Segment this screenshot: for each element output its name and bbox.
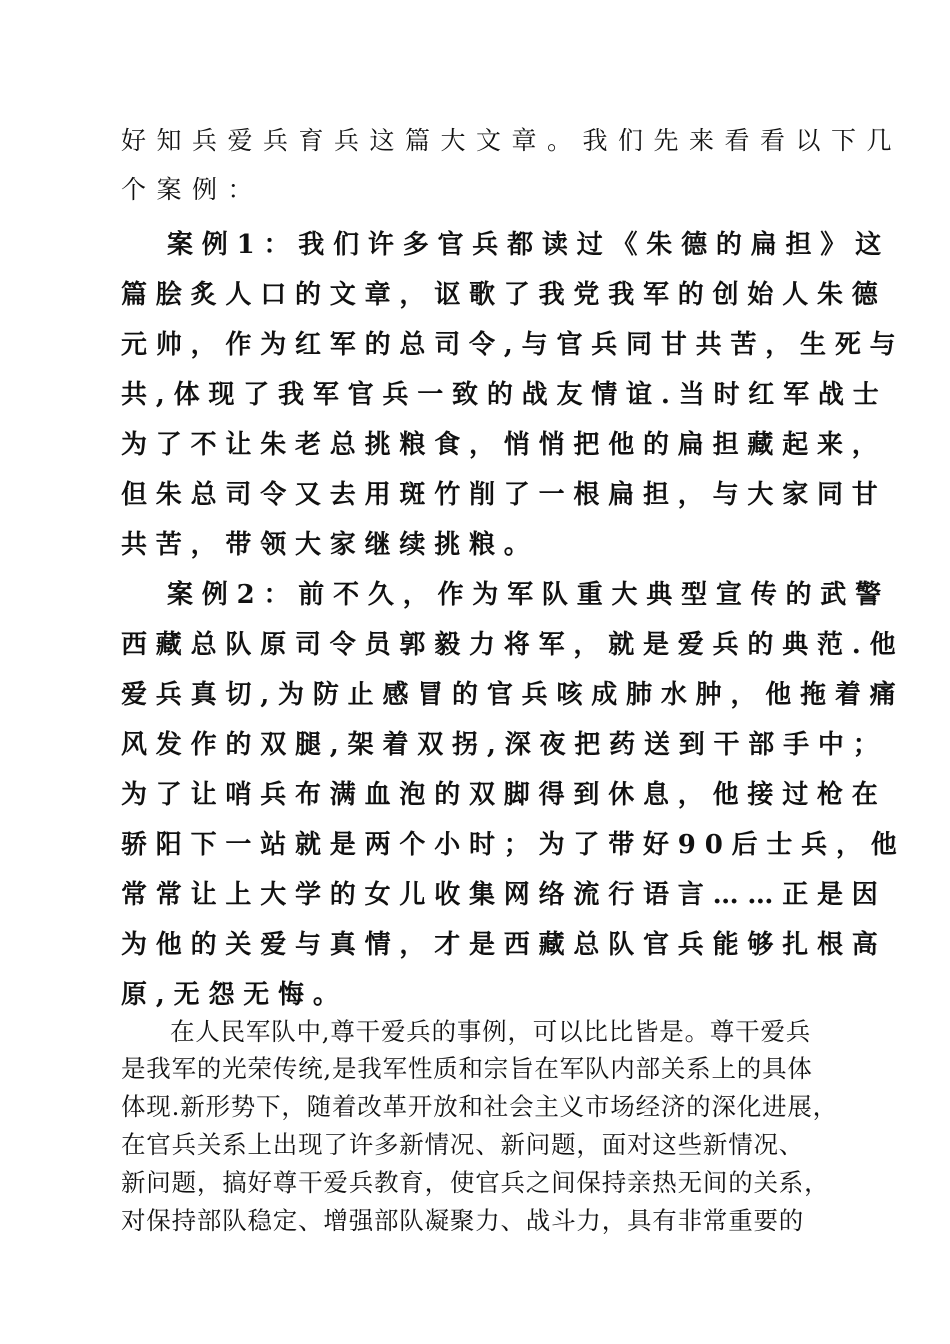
case-2-line: 风发作的双腿,架着双拐,深夜把药送到干部手中； — [121, 730, 888, 760]
case-2-line: 原,无怨无悔。 — [121, 980, 348, 1010]
body-line: 体现.新形势下，随着改革开放和社会主义市场经济的深化进展， — [121, 1092, 838, 1121]
case-1-line: 共苦，带领大家继续挑粮。 — [121, 530, 539, 560]
case-2-line: 西藏总队原司令员郭毅力将军，就是爱兵的典范.他 — [121, 630, 905, 660]
case-1-line: 共,体现了我军官兵一致的战友情谊.当时红军战士 — [121, 380, 888, 410]
case-1-line: 案例1：我们许多官兵都读过《朱德的扁担》这 — [167, 230, 890, 260]
case-2-line: 常常让上大学的女儿收集网络流行语言……正是因 — [121, 880, 887, 910]
case-1-line: 为了不让朱老总挑粮食，悄悄把他的扁担藏起来， — [121, 430, 887, 460]
intro-line: 个案例： — [121, 175, 264, 204]
body-line: 新问题，搞好尊干爱兵教育，使官兵之间保持亲热无间的关系， — [121, 1168, 830, 1197]
case-1-line: 但朱总司令又去用斑竹削了一根扁担，与大家同甘 — [121, 480, 887, 510]
body-line: 在官兵关系上出现了许多新情况、新问题，面对这些新情况、 — [121, 1130, 805, 1159]
case-2-line: 案例2：前不久，作为军队重大典型宣传的武警 — [167, 580, 890, 610]
case-1-line: 元帅，作为红军的总司令,与官兵同甘共苦，生死与 — [121, 330, 905, 360]
case-2-line: 骄阳下一站就是两个小时；为了带好90后士兵，他 — [121, 830, 906, 860]
body-line: 是我军的光荣传统,是我军性质和宗旨在军队内部关系上的具体 — [121, 1054, 813, 1083]
case-2-line: 为了让哨兵布满血泡的双脚得到休息，他接过枪在 — [121, 780, 887, 810]
body-line: 在人民军队中,尊干爱兵的事例，可以比比皆是。尊干爱兵 — [170, 1017, 812, 1046]
case-2-line: 爱兵真切,为防止感冒的官兵咳成肺水肿，他拖着痛 — [121, 680, 905, 710]
intro-line: 好知兵爱兵育兵这篇大文章。我们先来看看以下几 — [121, 126, 903, 155]
body-line: 对保持部队稳定、增强部队凝聚力、战斗力，具有非常重要的 — [121, 1206, 805, 1235]
case-1-line: 篇脍炙人口的文章，讴歌了我党我军的创始人朱德 — [121, 280, 887, 310]
case-2-line: 为他的关爱与真情，才是西藏总队官兵能够扎根高 — [121, 930, 887, 960]
